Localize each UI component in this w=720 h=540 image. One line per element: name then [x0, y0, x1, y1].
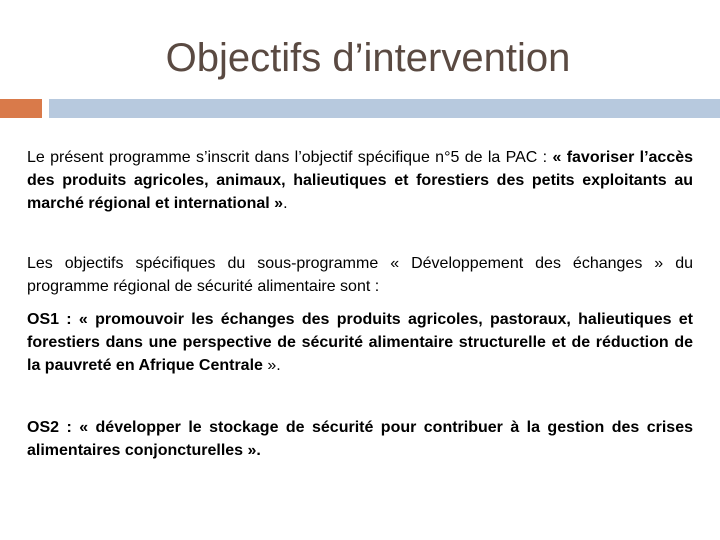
paragraph-quote-bold: « favoriser l’accès des produits agricoles, animaux, halieutiques et forestiers des petits exploitants au marché régional et international »	[27, 149, 694, 212]
paragraph-os2	[27, 416, 693, 462]
paragraph-intro-text: Le présent programme s’inscrit dans l’objectif spécifique n°5 de la PAC :	[27, 149, 553, 166]
paragraph-os1	[27, 308, 693, 377]
os1-end-text: ».	[262, 357, 281, 374]
slide-body	[27, 146, 693, 462]
paragraph-end-text: .	[283, 195, 288, 212]
os2-bold-text: OS2 : « développer le stockage de sécurité pour contribuer à la gestion des crises alimentaires conjoncturelles ».	[27, 419, 693, 459]
os1-bold-text: OS1 : « promouvoir les échanges des produits agricoles, pastoraux, halieutiques et forestiers dans une perspective de sécurité alimentaire structurelle et de réduction de la pauvreté en Afrique Centrale	[27, 311, 693, 374]
paragraph-pac-objective	[27, 146, 693, 215]
accent-bar-orange	[0, 99, 42, 118]
paragraph-specific-objectives-intro: Les objectifs spécifiques du sous-programme « Développement des échanges » du programme régional de sécurité alimentaire sont :	[27, 255, 693, 295]
accent-bar-blue	[49, 99, 720, 118]
slide-title: Objectifs d’intervention	[165, 36, 571, 80]
